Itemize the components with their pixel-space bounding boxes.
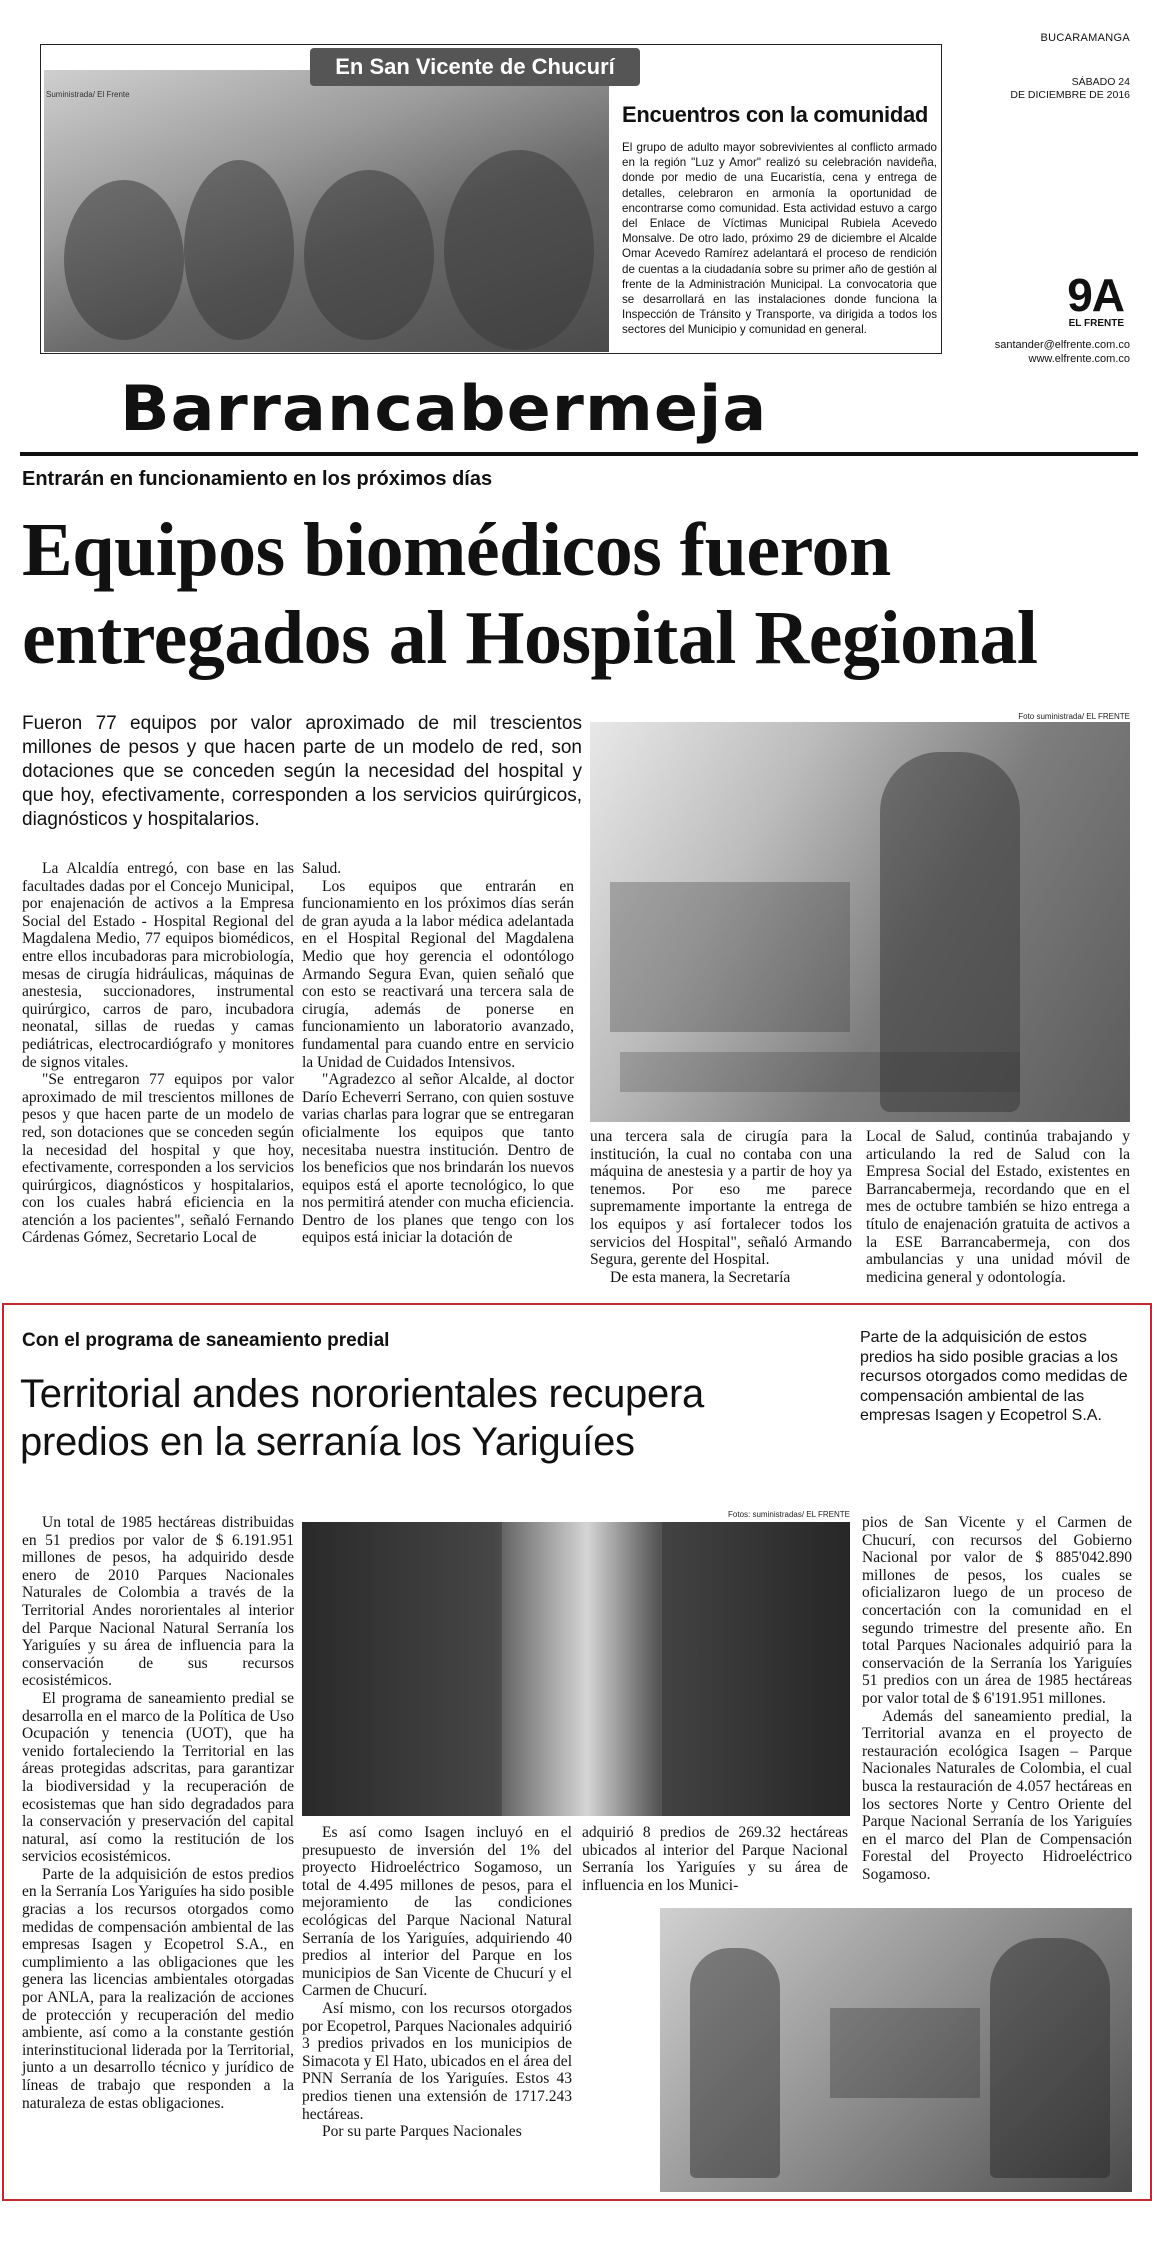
hospital-equipment-photo (590, 722, 1130, 1122)
article1-col2-para: "Agradezco al señor Alcalde, al doctor Darío Echeverri Serrano, con quien sostuve varias charlas para lograr que se entregaran oficialmente los equipos que tanto necesitaba nuestra institución. Dentro de los beneficios que nos brindarán los nuevos equipos está el aporte tecnológico, lo que nos permitirá atender con mucha eficiencia. Dentro de los planes que tengo con los equipos está iniciar la dotación de (302, 1071, 574, 1247)
masthead-city: BUCARAMANGA (1040, 32, 1130, 44)
top-photo-credit: Suministrada/ El Frente (46, 90, 130, 99)
article2-col2-para: Por su parte Parques Nacionales (322, 2123, 522, 2141)
contact-email: santander@elfrente.com.co (994, 339, 1130, 351)
article2-column-4 (862, 1514, 1132, 1883)
article2-column-3 (582, 1824, 848, 1894)
masthead-date (980, 76, 1130, 102)
article1-col3-para: De esta manera, la Secretaría (610, 1268, 791, 1286)
article2-col4-para: Además del saneamiento predial, la Territorial avanza en el proyecto de restauración ecológica Isagen – Parque Nacionales Naturales de Colombia, el cual busca la restauración de 4.057 hectáreas en los sectores Norte y Centro Oriente del Parque Nacional Serranía de los Yariguíes en el marco del Plan de Compensación Forestal del Proyecto Hidroeléctrico Sogamoso. (862, 1707, 1132, 1883)
article1-deck: Fueron 77 equipos por valor aproximado de mil trescientos millones de pesos y que hacen parte de un modelo de red, son dotaciones que se conceden según la necesidad del hospital y que hoy, efectivamente, corresponden a los servicios quirúrgicos, diagnósticos y hospitalarios. (22, 713, 582, 830)
article2-col3-para: adquirió 8 predios de 269.32 hectáreas ubicados al interior del Parque Nacional Serranía los Yariguíes y su área de influencia en los Munici- (582, 1824, 848, 1894)
contact-info (940, 338, 1130, 366)
top-feature-banner: En San Vicente de Chucurí (310, 48, 640, 86)
article1-col1-para: "Se entregaron 77 equipos por valor aproximado de mil trescientos millones de pesos y que hacen parte de un modelo de red, son dotaciones que se conceden según la necesidad del hospital y que hoy, efectivamente, corresponden a los servicios quirúrgicos, diagnósticos y hospitalarios, con los cuales habrá eficiencia en la atención a los pacientes", señaló Fernando Cárdenas Gómez, Secretario Local de (22, 1071, 294, 1247)
article1-column-1 (22, 860, 294, 1247)
date-line-2: DE DICIEMBRE DE 2016 (1010, 89, 1130, 101)
article1-col3-para: una tercera sala de cirugía para la institución, la cual no contaba con una máquina de anestesia y a partir de hoy ya tenemos. Por eso me parece supremamente importante la entrega de los equipos y así fortalecer todos los servicios del Hospital", señaló Armando Segura, gerente del Hospital. (590, 1128, 852, 1269)
article2-deck: Parte de la adquisición de estos predios ha sido posible gracias a los recursos otorgados como medidas de compensación ambiental de las empresas Isagen y Ecopetrol S.A. (860, 1329, 1128, 1424)
page-number: 9A (1067, 269, 1124, 321)
article1-col2-para: Salud. (302, 860, 342, 877)
community-meeting-photo (44, 70, 609, 352)
article2-kicker: Con el programa de saneamiento predial (22, 1330, 390, 1351)
top-feature-heading: Encuentros con la comunidad (622, 102, 929, 127)
date-line-1: SÁBADO 24 (1071, 76, 1130, 88)
article1-col2-para: Los equipos que entrarán en funcionamiento en los próximos días serán de gran ayuda a la labor médica adelantada en el Hospital Regional del Magdalena Medio que hoy gerencia el odontólogo Armando Segura Evan, quien señaló que con esto se reactivará una tercera sala de cirugía, además de ponerse en funcionamiento un laboratorio avanzado, fundamental para cuando entre en servicio la Unidad de Cuidados Intensivos. (302, 877, 574, 1071)
article1-column-4 (866, 1128, 1130, 1286)
section-rule (20, 452, 1138, 456)
waterfall-photo (302, 1522, 850, 1816)
article1-column-2 (302, 860, 574, 1247)
article2-column-1 (22, 1514, 294, 2112)
article2-col1-para: Un total de 1985 hectáreas distribuidas en 51 predios por valor de $ 6.191.951 millones de pesos, ha adquirido desde enero de 2010 Parques Nacionales Naturales de Colombia a través de la Territorial Andes nororientales al interior del Parque Nacional Natural Serranía los Yariguíes y su área de influencia para la conservación de sus recursos ecosistémicos. (22, 1514, 294, 1690)
paper-name: EL FRENTE (1068, 318, 1124, 329)
article1-col1-para: La Alcaldía entregó, con base en las facultades dadas por el Concejo Municipal, por enajenación de activos a la Empresa Social del Estado - Hospital Regional del Magdalena Medio, 77 equipos biomédicos, entre ellos incubadoras para microbiología, mesas de cirugía hidráulicas, máquinas de anestesia, succionadores, instrumental quirúrgico, carros de paro, incubadora neonatal, sillas de ruedas y camas pediátricas, electrocardiógrafo y monitores de signos vitales. (22, 860, 294, 1071)
article2-col1-para: Parte de la adquisición de estos predios en la Serranía Los Yariguíes ha sido posible gracias a los recursos otorgados como medidas de compensación ambiental de las empresas Isagen y Ecopetrol S.A., en cumplimiento a las obligaciones que les genera las licencias ambientales otorgadas por ANLA, para la realización de acciones de protección y recuperación del medio ambiente, así como a la constante gestión interinstitucional liderada por la Territorial, junto a un desarrollo técnico y jurídico de líneas de trabajo que responden a la naturaleza de estas obligaciones. (22, 1865, 294, 2112)
top-feature-body: El grupo de adulto mayor sobrevivientes al conflicto armado en la región "Luz y Amor" realizó su celebración navideña, donde por medio de una Eucaristía, cena y entrega de detalles, celebraron en armonía la oportunidad de encontrarse como comunidad. Esta actividad estuvo a cargo del Enlace de Víctimas Municipal Rubiela Acevedo Monsalve. De otro lado, próximo 29 de diciembre el Alcalde Omar Acevedo Ramírez adelantará el proceso de rendición de cuentas a la ciudadanía sobre su primer año de gestión al frente de la Administración Municipal. La convocatoria que se desarrollará en las instalaciones donde funciona la Inspección de Tránsito y Transporte, va dirigida a todos los sectores del Municipio y comunidad en general. (622, 141, 937, 337)
article2-photo-credit: Fotos: suministradas/ EL FRENTE (728, 1510, 850, 1519)
article1-photo-credit: Foto suministrada/ EL FRENTE (1018, 712, 1130, 721)
article2-column-2 (302, 1824, 572, 2141)
contact-web: www.elfrente.com.co (1028, 353, 1130, 365)
article2-col4-para: pios de San Vicente y el Carmen de Chucurí, con recursos del Gobierno Nacional por valor de $ 885'042.890 millones de pesos, los cuales se oficializaron luego de un proceso de concertación con la comunidad en el segundo trimestre del presente año. En total Parques Nacionales adquirió para la conservación de la Serranía los Yariguíes 51 predios con un área de 1985 hectáreas por valor total de $ 6'191.951 millones. (862, 1514, 1132, 1707)
article1-kicker: Entrarán en funcionamiento en los próximos días (22, 468, 493, 490)
article2-col2-para: Es así como Isagen incluyó en el presupuesto de inversión del 1% del proyecto Hidroeléctrico Sogamoso, un total de 4.495 millones de pesos, para el mejoramiento de las condiciones ecológicas del Parque Nacional Natural Serranía de los Yariguíes, adquiriendo 40 predios al interior del Parque en los municipios de San Vicente de Chucurí y el Carmen de Chucurí. (302, 1824, 572, 2000)
article1-col4-para: Local de Salud, continúa trabajando y articulando la red de Salud con la Empresa Social del Estado, existentes en Barrancabermeja, recordando que en el mes de octubre también se hizo entrega a título de enajenación gratuita de activos a la ESE Barrancabermeja, con dos ambulancias y una unidad móvil de medicina general y odontología. (866, 1128, 1130, 1286)
section-title: Barrancabermeja (120, 372, 768, 445)
article2-headline: Territorial andes nororientales recupera predios en la serranía los Yariguíes (20, 1372, 704, 1464)
article2-col1-para: El programa de saneamiento predial se desarrolla en el marco de la Política de Uso Ocupación y tenencia (UOT), que ha venido fortaleciendo la Territorial en las áreas protegidas adscritas, para garantizar la biodiversidad y la recuperación de ecosistemas que han sido degradados para la conservación y preservación del capital natural, así como la restitución de los servicios ecosistémicos. (22, 1689, 294, 1866)
article1-column-3 (590, 1128, 852, 1286)
meeting-table-photo (660, 1908, 1132, 2192)
article1-headline: Equipos biomédicos fueron entregados al Hospital Regional (22, 508, 1038, 680)
article2-col2-para: Así mismo, con los recursos otorgados por Ecopetrol, Parques Nacionales adquirió 3 predios privados en los municipios de Simacota y El Hato, ubicados en el área del PNN Serranía de los Yariguíes. Estos 43 predios tienen una extensión de 1717.243 hectáreas. (302, 1999, 572, 2123)
